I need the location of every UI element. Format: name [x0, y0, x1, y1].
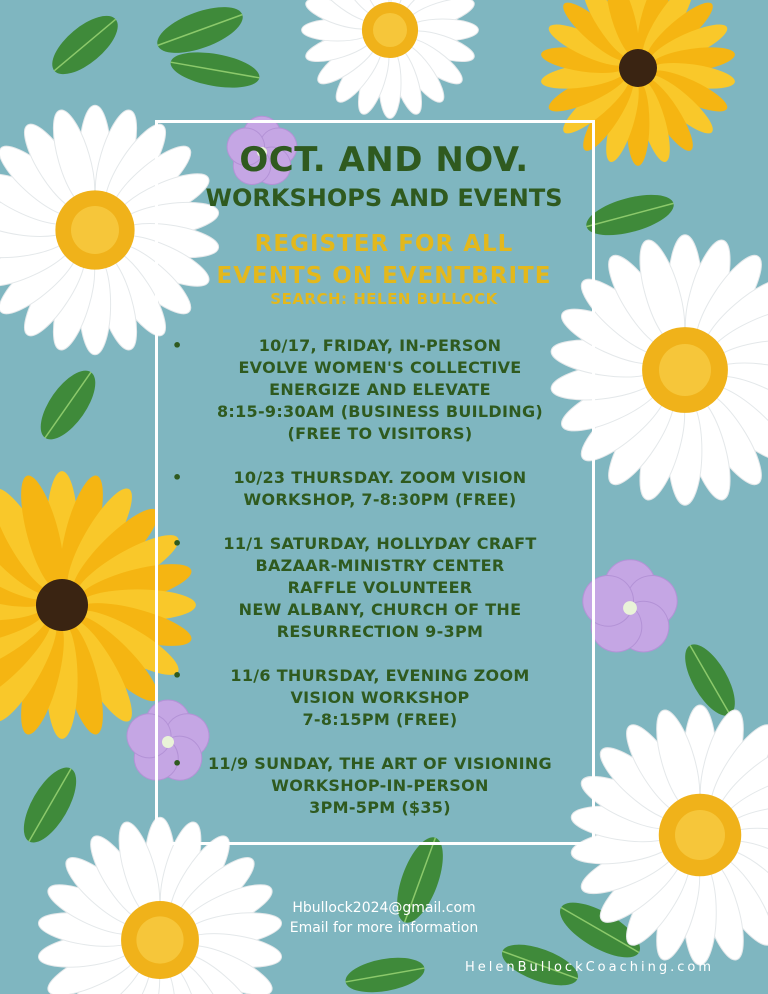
contact-info	[0, 898, 768, 938]
event-line: NEW ALBANY, CHURCH OF THE	[238, 600, 522, 619]
event-line: 10/17, FRIDAY, IN-PERSON	[258, 336, 502, 355]
website-link[interactable]: HelenBullockCoaching.com	[464, 960, 714, 975]
leaf-icon	[168, 46, 262, 93]
event-line: VISION WORKSHOP	[290, 688, 470, 707]
daisy-icon	[302, 0, 479, 118]
event-item	[160, 665, 600, 731]
leaf-icon	[30, 362, 105, 448]
event-line: (FREE TO VISITORS)	[287, 424, 473, 443]
contact-email[interactable]: Hbullock2024@gmail.com	[292, 900, 476, 916]
event-line: WORKSHOP-IN-PERSON	[271, 776, 489, 795]
event-line: 8:15-9:30AM (BUSINESS BUILDING)	[216, 402, 543, 421]
page-title: OCT. AND NOV.	[239, 140, 529, 180]
bullet-icon: •	[172, 754, 183, 773]
event-line: 11/9 SUNDAY, THE ART OF VISIONING	[208, 754, 552, 773]
bullet-icon: •	[172, 468, 183, 487]
search-hint: SEARCH: HELEN BULLOCK	[270, 290, 498, 308]
event-line: 11/6 THURSDAY, EVENING ZOOM	[230, 666, 530, 685]
events-list	[160, 335, 600, 841]
register-line-1: REGISTER FOR ALL	[254, 231, 514, 257]
event-line: RAFFLE VOLUNTEER	[287, 578, 473, 597]
event-item	[160, 335, 600, 445]
leaf-icon	[43, 5, 127, 84]
event-line: 3PM-5PM ($35)	[309, 798, 451, 817]
event-line: EVOLVE WOMEN'S COLLECTIVE	[238, 358, 522, 377]
bullet-icon: •	[172, 534, 183, 553]
event-line: BAZAAR-MINISTRY CENTER	[255, 556, 505, 575]
register-line-2: EVENTS ON EVENTBRITE	[216, 263, 552, 289]
event-line: 11/1 SATURDAY, HOLLYDAY CRAFT	[223, 534, 537, 553]
event-item	[160, 533, 600, 643]
event-line: RESURRECTION 9-3PM	[276, 622, 484, 641]
page-subtitle: WORKSHOPS AND EVENTS	[205, 184, 563, 212]
event-line: 7-8:15PM (FREE)	[302, 710, 458, 729]
event-line: ENERGIZE AND ELEVATE	[269, 380, 491, 399]
event-item	[160, 753, 600, 819]
leaf-icon	[13, 760, 86, 851]
event-item	[160, 467, 600, 511]
event-line: 10/23 THURSDAY. ZOOM VISION	[233, 468, 527, 487]
contact-note: Email for more information	[289, 920, 479, 936]
leaf-icon	[343, 952, 427, 994]
register-note	[0, 228, 768, 292]
event-line: WORKSHOP, 7-8:30PM (FREE)	[243, 490, 517, 509]
bullet-icon: •	[172, 336, 183, 355]
bullet-icon: •	[172, 666, 183, 685]
